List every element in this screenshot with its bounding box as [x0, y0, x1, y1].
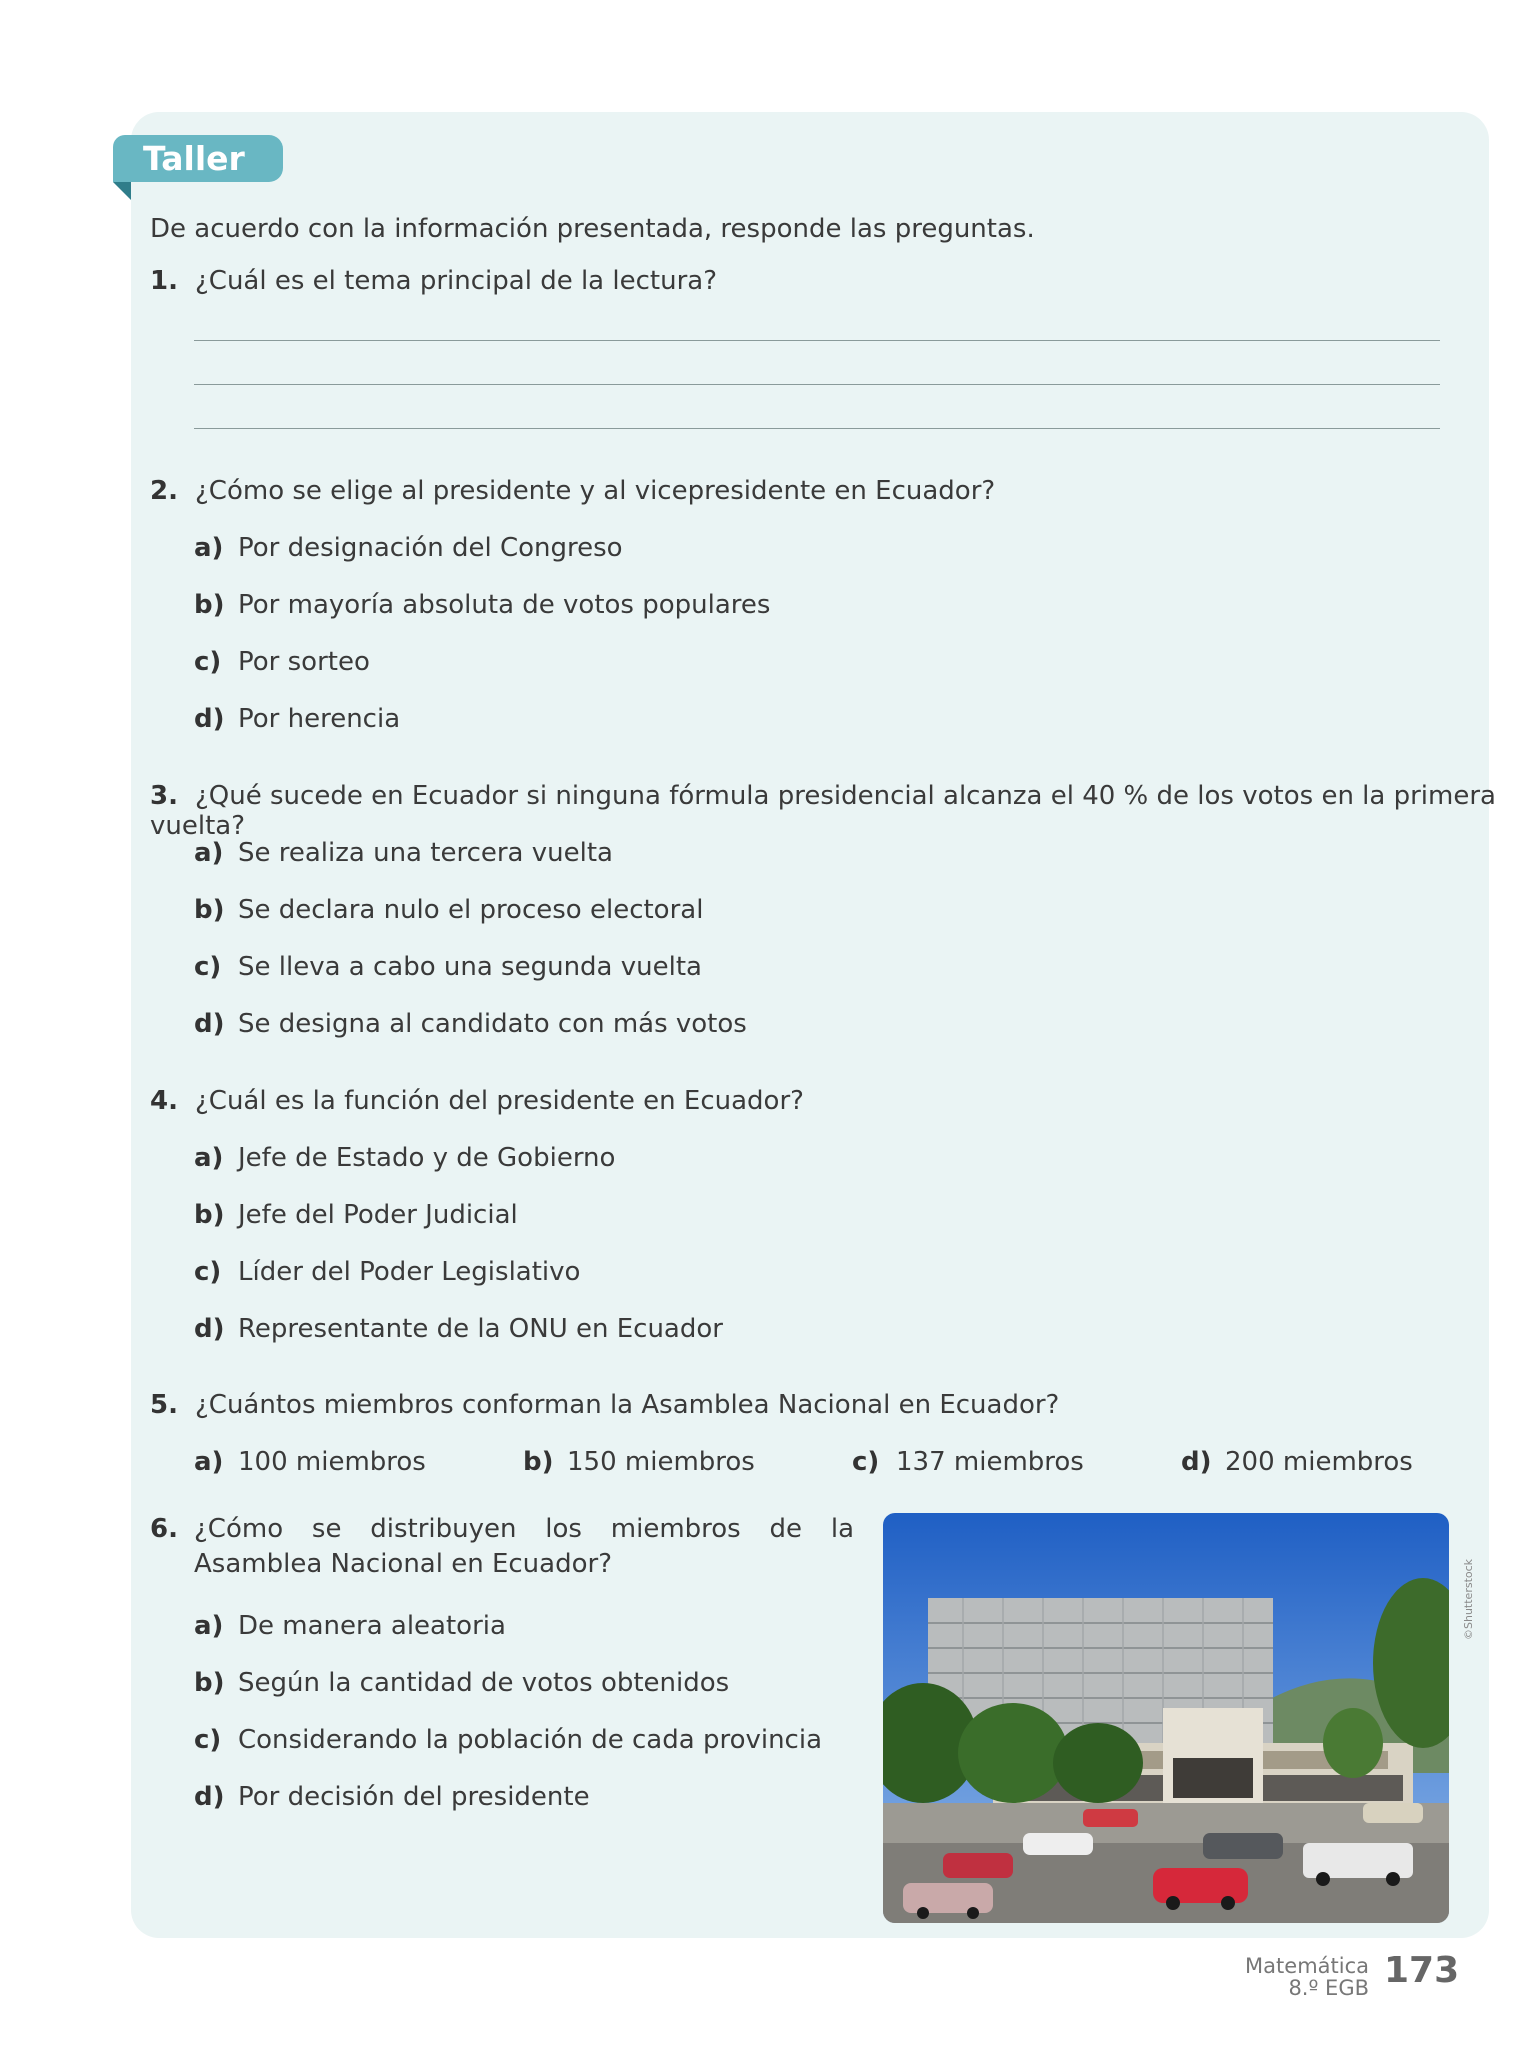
option-text: Considerando la población de cada provincia: [238, 1725, 823, 1755]
photo-credit: ©Shutterstock: [1462, 1558, 1475, 1640]
instructions: De acuerdo con la información presentada, responde las preguntas.: [150, 214, 1035, 244]
taller-badge: Taller: [113, 135, 283, 182]
question-3: [150, 781, 1536, 841]
option-text: Líder del Poder Legislativo: [238, 1257, 581, 1287]
option-text: 137 miembros: [896, 1447, 1084, 1477]
option-3b[interactable]: [194, 895, 703, 925]
option-letter: b): [194, 1668, 225, 1698]
question-number: 4.: [150, 1086, 178, 1116]
answer-line-1[interactable]: [194, 340, 1440, 341]
question-number: 5.: [150, 1390, 178, 1420]
option-letter: b): [194, 1200, 225, 1230]
option-letter: a): [194, 1143, 224, 1173]
option-6c[interactable]: [194, 1725, 822, 1755]
question-text: ¿Cuál es el tema principal de la lectura?: [195, 266, 717, 296]
question-text: ¿Cuál es la función del presidente en Ecuador?: [195, 1086, 804, 1116]
option-5a[interactable]: [194, 1447, 426, 1477]
option-text: Según la cantidad de votos obtenidos: [238, 1668, 730, 1698]
option-text: De manera aleatoria: [238, 1611, 506, 1641]
option-letter: d): [194, 1009, 225, 1039]
answer-line-2[interactable]: [194, 384, 1440, 385]
option-letter: b): [194, 590, 225, 620]
option-letter: b): [194, 895, 225, 925]
footer-subject: [1245, 1955, 1369, 1999]
option-2b[interactable]: [194, 590, 770, 620]
option-text: 200 miembros: [1225, 1447, 1413, 1477]
option-6a[interactable]: [194, 1611, 506, 1641]
option-text: Por designación del Congreso: [238, 533, 623, 563]
question-6-text: ¿Cómo se distribuyen los miembros de la Asamblea Nacional en Ecuador?: [194, 1514, 854, 1579]
option-text: Por decisión del presidente: [238, 1782, 590, 1812]
option-4b[interactable]: [194, 1200, 518, 1230]
option-letter: c): [194, 647, 222, 677]
option-6b[interactable]: [194, 1668, 729, 1698]
subject-name: Matemática: [1245, 1954, 1369, 1978]
option-letter: d): [194, 704, 225, 734]
answer-line-3[interactable]: [194, 428, 1440, 429]
option-4a[interactable]: [194, 1143, 615, 1173]
option-letter: a): [194, 838, 224, 868]
option-5d[interactable]: [1181, 1447, 1413, 1477]
option-text: Jefe del Poder Judicial: [238, 1200, 518, 1230]
badge-fold: [113, 182, 131, 200]
question-number: 1.: [150, 266, 178, 296]
option-5b[interactable]: [523, 1447, 755, 1477]
option-2d[interactable]: [194, 704, 400, 734]
option-text: Se lleva a cabo una segunda vuelta: [238, 952, 702, 982]
option-text: Por herencia: [238, 704, 401, 734]
option-text: Representante de la ONU en Ecuador: [238, 1314, 723, 1344]
question-number: 3.: [150, 781, 178, 811]
option-letter: c): [194, 952, 222, 982]
option-letter: d): [194, 1782, 225, 1812]
question-text: ¿Qué sucede en Ecuador si ninguna fórmula presidencial alcanza el 40 % de los votos en la primera vuelta?: [150, 781, 1496, 841]
option-letter: a): [194, 1447, 224, 1477]
question-5: [150, 1390, 1059, 1420]
grade-label: 8.º EGB: [1288, 1976, 1369, 2000]
page-number: 173: [1384, 1950, 1460, 1991]
question-2: [150, 476, 995, 506]
question-1: [150, 266, 717, 296]
option-letter: a): [194, 533, 224, 563]
option-3a[interactable]: [194, 838, 613, 868]
option-text: 150 miembros: [567, 1447, 755, 1477]
option-letter: b): [523, 1447, 554, 1477]
option-letter: a): [194, 1611, 224, 1641]
option-5c[interactable]: [852, 1447, 1084, 1477]
option-3d[interactable]: [194, 1009, 747, 1039]
option-letter: d): [1181, 1447, 1212, 1477]
question-number: 2.: [150, 476, 178, 506]
option-2c[interactable]: [194, 647, 370, 677]
building-illustration: [883, 1513, 1449, 1923]
assembly-building-photo: [883, 1513, 1449, 1923]
option-text: Por mayoría absoluta de votos populares: [238, 590, 771, 620]
option-text: 100 miembros: [238, 1447, 426, 1477]
option-4c[interactable]: [194, 1257, 580, 1287]
option-text: Por sorteo: [238, 647, 370, 677]
option-3c[interactable]: [194, 952, 702, 982]
option-6d[interactable]: [194, 1782, 590, 1812]
option-text: Se declara nulo el proceso electoral: [238, 895, 704, 925]
option-text: Jefe de Estado y de Gobierno: [238, 1143, 616, 1173]
option-2a[interactable]: [194, 533, 623, 563]
option-letter: c): [852, 1447, 880, 1477]
option-letter: c): [194, 1725, 222, 1755]
question-text: ¿Cómo se elige al presidente y al vicepresidente en Ecuador?: [195, 476, 996, 506]
question-4: [150, 1086, 804, 1116]
option-letter: c): [194, 1257, 222, 1287]
option-4d[interactable]: [194, 1314, 723, 1344]
question-6-number: 6.: [150, 1514, 178, 1544]
option-text: Se realiza una tercera vuelta: [238, 838, 613, 868]
option-letter: d): [194, 1314, 225, 1344]
question-text: ¿Cuántos miembros conforman la Asamblea Nacional en Ecuador?: [195, 1390, 1060, 1420]
option-text: Se designa al candidato con más votos: [238, 1009, 747, 1039]
